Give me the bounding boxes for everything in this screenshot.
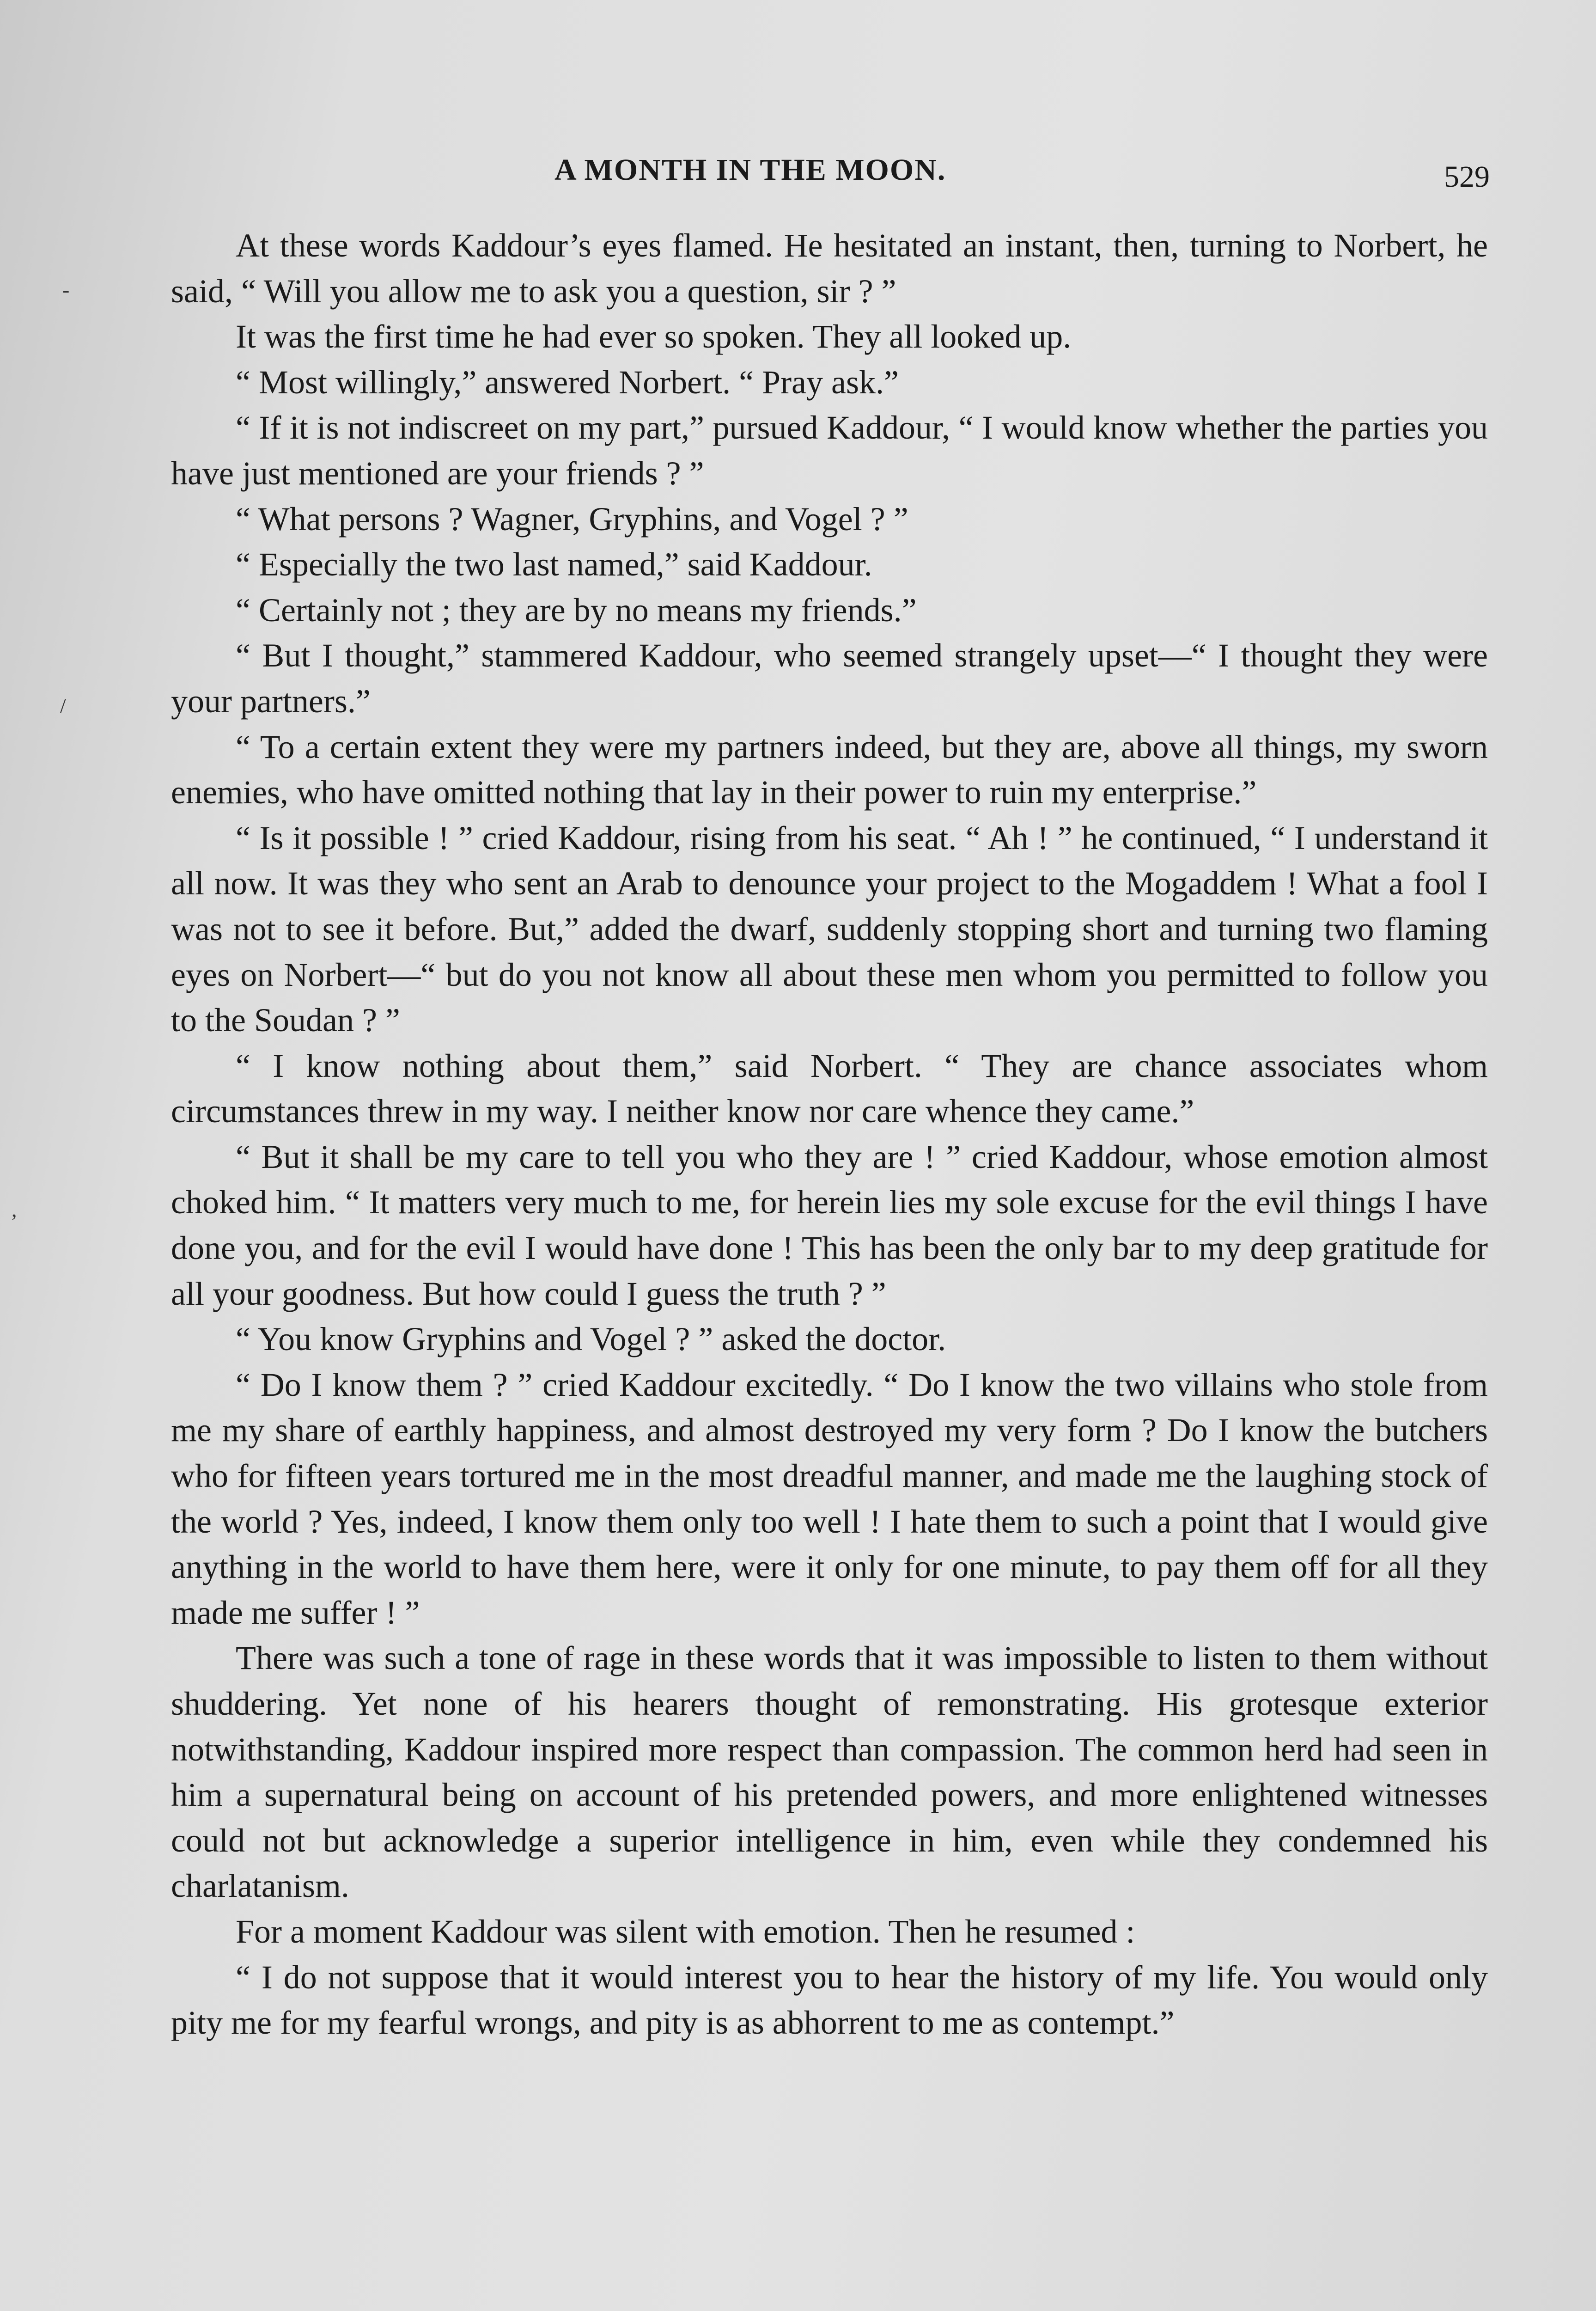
paragraph: It was the first time he had ever so spoken. They all looked up. (236, 318, 1072, 355)
paragraph: “ Is it possible ! ” cried Kaddour, rising from his seat. “ Ah ! ” he continued, “ I understand it all now. It was they who sent an Arab to denounce your project to the Mogaddem ! What a fool I was not to see it before. But,” added the dwarf, suddenly stopping short and turning two flaming eyes on Norbert—“ but do you not know all about these men whom you permitted to follow you to the Soudan ? ” (171, 819, 1488, 1039)
paragraph: “ To a certain extent they were my partners indeed, but they are, above all things, my sworn enemies, who have omitted nothing that lay in their power to ruin my enterprise.” (171, 728, 1488, 811)
paragraph: “ Most willingly,” answered Norbert. “ Pray ask.” (236, 363, 899, 401)
margin-dash-mark: - (62, 278, 70, 301)
paragraph: “ But I thought,” stammered Kaddour, who seemed strangely upset—“ I thought they were your partners.” (171, 637, 1488, 720)
paragraph: “ Certainly not ; they are by no means my friends.” (236, 591, 917, 629)
page-number: 529 (1444, 160, 1490, 194)
running-head: A MONTH IN THE MOON. (554, 153, 946, 187)
paragraph: “ I do not suppose that it would interest you to hear the history of my life. You would only pity me for my fearful wrongs, and pity is as abhorrent to me as contempt.” (171, 1958, 1488, 2042)
paragraph: “ You know Gryphins and Vogel ? ” asked the doctor. (236, 1321, 946, 1358)
paragraph: For a moment Kaddour was silent with emotion. Then he resumed : (236, 1913, 1135, 1950)
paragraph: At these words Kaddour’s eyes flamed. He hesitated an instant, then, turning to Norbert, he said, “ Will you allow me to ask you a question, sir ? ” (171, 227, 1488, 310)
body-text (171, 223, 1488, 2046)
paragraph: “ What persons ? Wagner, Gryphins, and Vogel ? ” (236, 500, 908, 538)
paragraph: “ Especially the two last named,” said Kaddour. (236, 546, 872, 583)
margin-tick-mark: , (12, 1198, 17, 1221)
paragraph: “ If it is not indiscreet on my part,” pursued Kaddour, “ I would know whether the parties you have just mentioned are your friends ? ” (171, 409, 1488, 492)
margin-tick-mark: / (60, 694, 66, 717)
paragraph: There was such a tone of rage in these words that it was impossible to listen to them without shuddering. Yet none of his hearers thought of remonstrating. His grotesque exterior notwithstanding, Kaddour inspired more respect than compassion. The common herd had seen in him a supernatural being on account of his pretended powers, and more enlightened witnesses could not but acknowledge a superior intelligence in him, even while they condemned his charlatanism. (171, 1639, 1488, 1905)
paragraph: “ But it shall be my care to tell you who they are ! ” cried Kaddour, whose emotion almost choked him. “ It matters very much to me, for herein lies my sole excuse for the evil things I have done you, and for the evil I would have done ! This has been the only bar to my deep gratitude for all your goodness. But how could I guess the truth ? ” (171, 1138, 1488, 1312)
paragraph: “ Do I know them ? ” cried Kaddour excitedly. “ Do I know the two villains who stole from me my share of earthly happiness, and almost destroyed my very form ? Do I know the butchers who for fifteen years tortured me in the most dreadful manner, and made me the laughing stock of the world ? Yes, indeed, I know them only too well ! I hate them to such a point that I would give anything in the world to have them here, were it only for one minute, to pay them off for all they made me suffer ! ” (171, 1366, 1488, 1631)
paragraph: “ I know nothing about them,” said Norbert. “ They are chance associates whom circumstances threw in my way. I neither know nor care whence they came.” (171, 1047, 1488, 1130)
